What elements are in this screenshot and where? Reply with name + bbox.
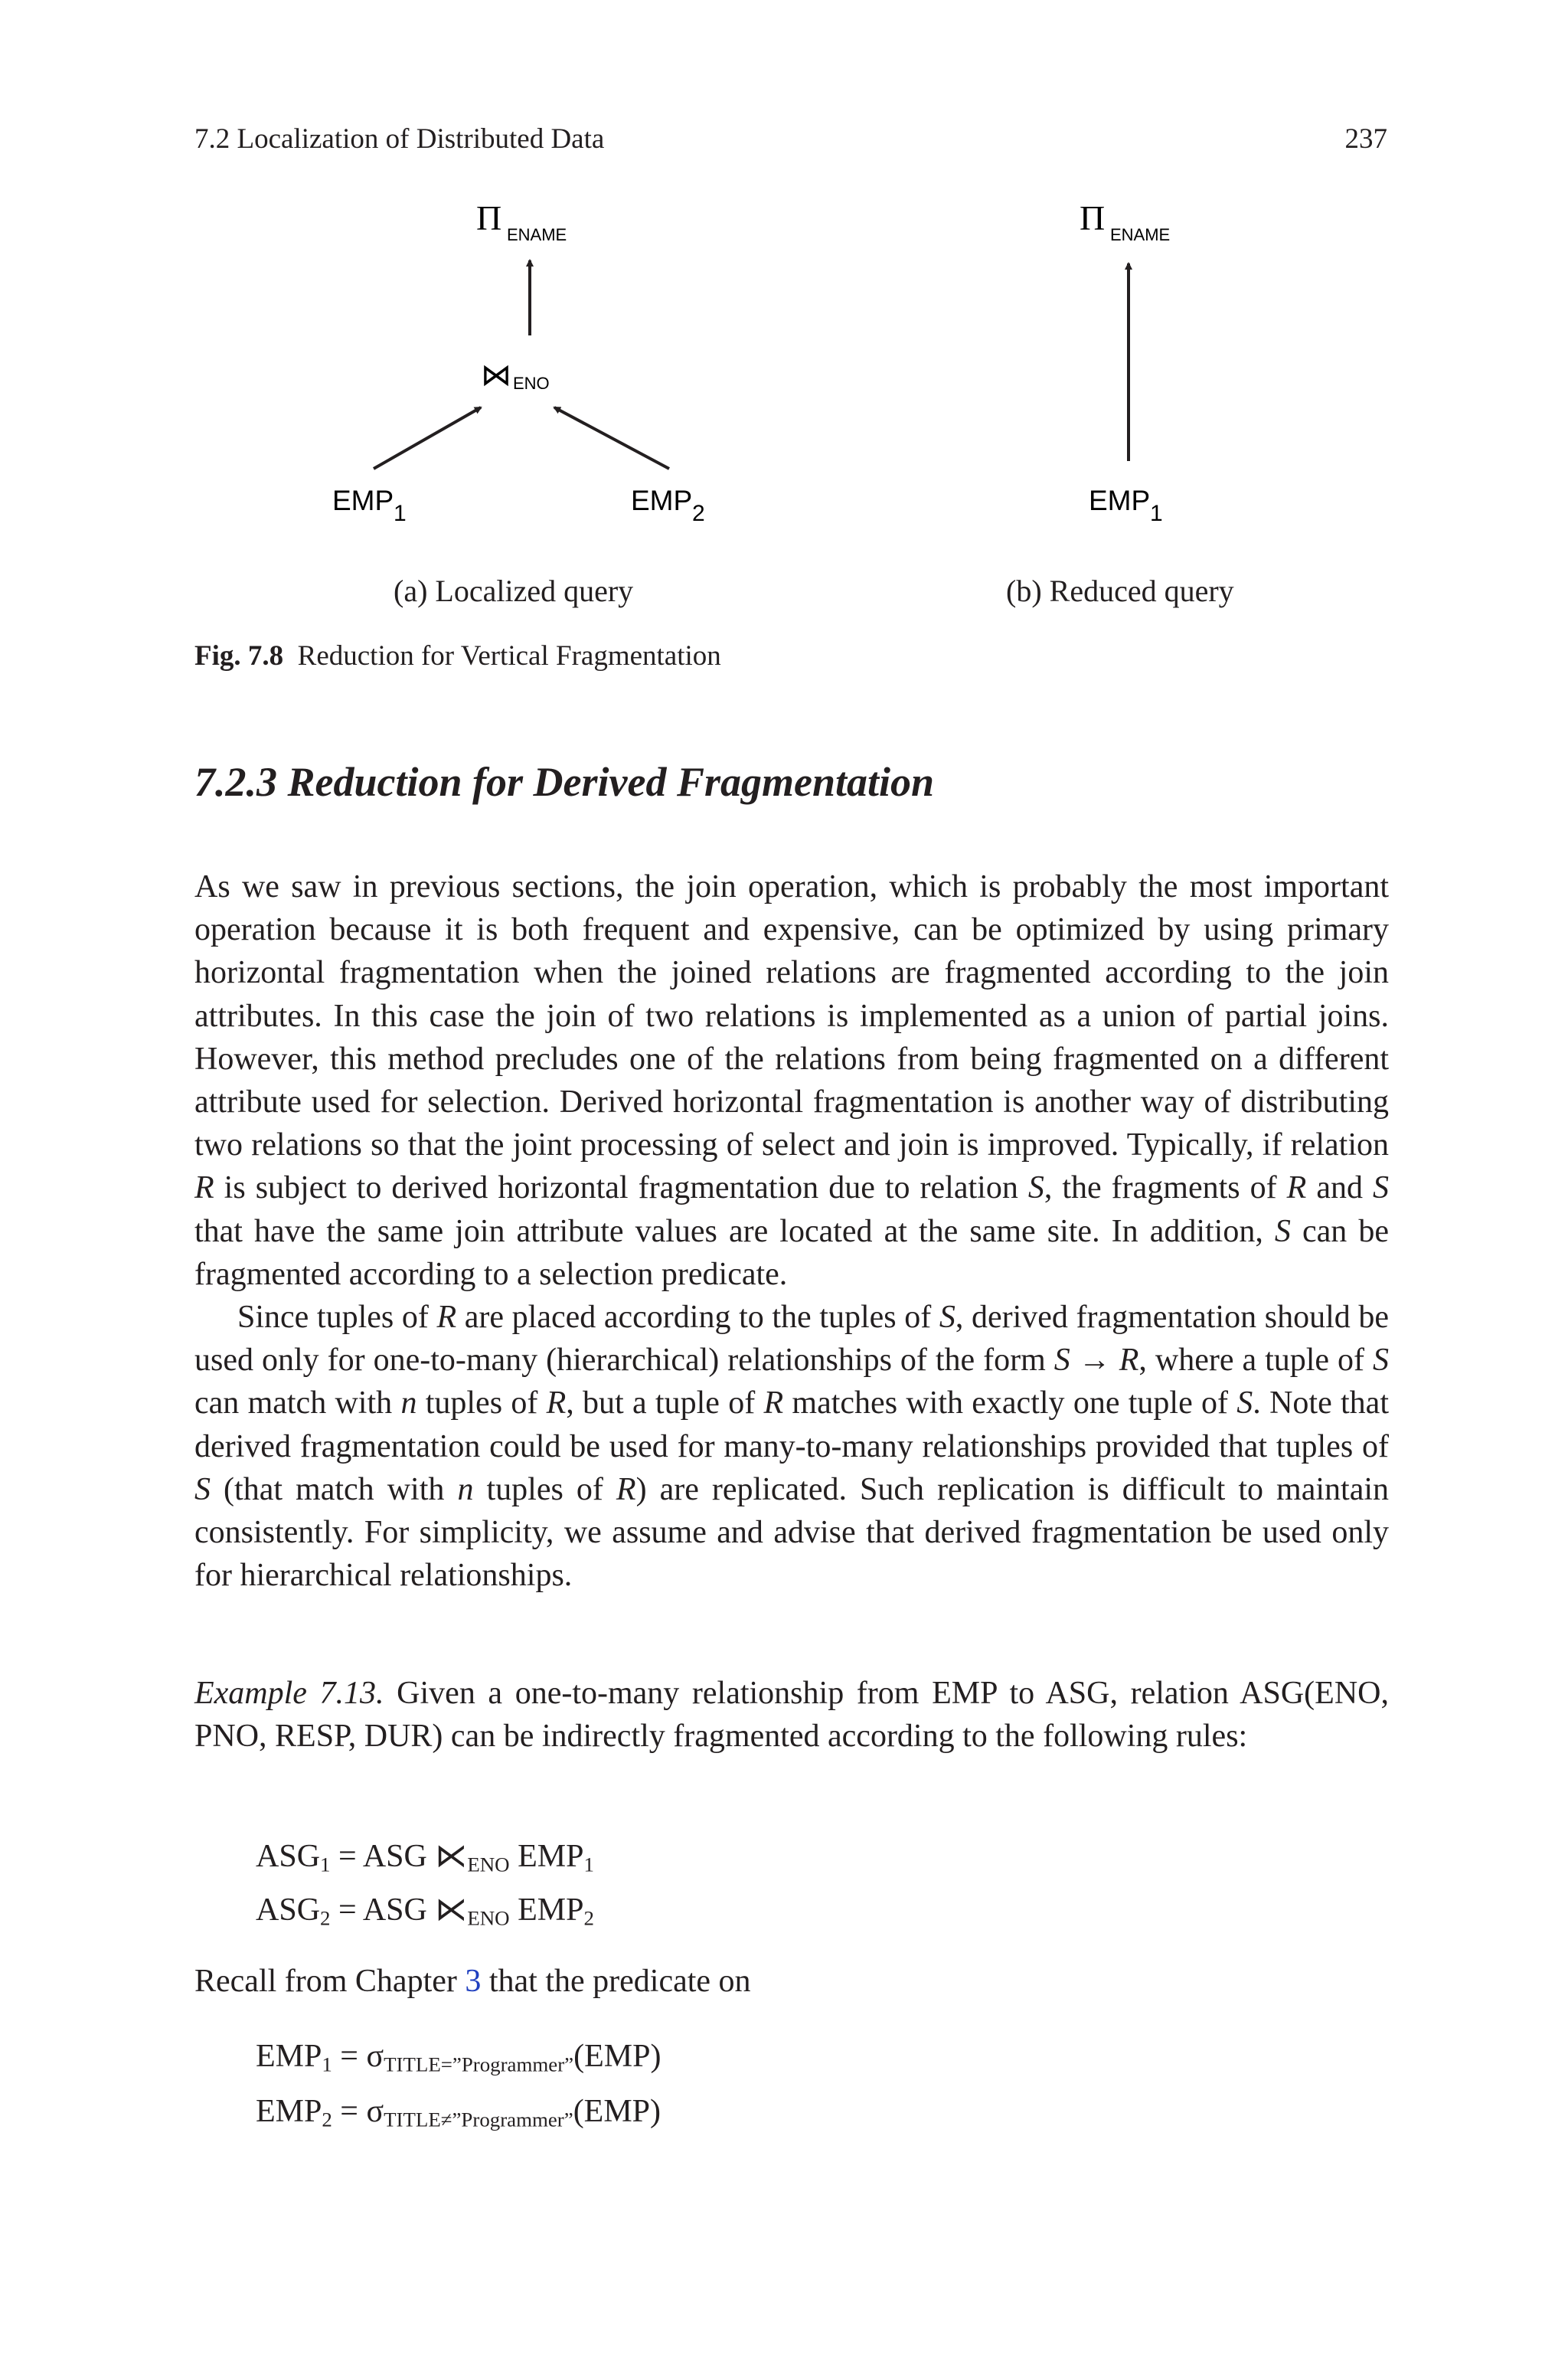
leaf-emp1-reduced-subscript: 1 <box>1150 501 1163 526</box>
page-number: 237 <box>1344 123 1387 155</box>
example-text: Given a one-to-many relationship from EMP to ASG, relation ASG(ENO, PNO, RESP, DUR) can be indirectly fragmented according to the following rules: <box>194 1676 1389 1755</box>
section-title: 7.2.3 Reduction for Derived Fragmentation <box>194 759 935 805</box>
projection-symbol-reduced: Π <box>1080 198 1106 237</box>
projection-subscript-reduced: ENAME <box>1110 225 1171 244</box>
paragraph-1: As we saw in previous sections, the join operation, which is probably the most important operation because it is both frequent and expensive, can be optimized by using primary horizontal fragmentation when the joined relations are fragmented according to the join attributes. In this case the join of two relations is implemented as a union of partial joins. However, this method precludes one of the relations from being fragmented on a different attribute used for selection. Derived horizontal fragmentation is another way of distributing two relations so that the joint processing of select and join is improved. Typically, if relation R is subject to derived horizontal fragmentation due to relation S, the fragments of R and S that have the same join attribute values are located at the same site. In addition, S can be fragmented according to a selection predicate. Since tuples of R are placed according to the tuples of S, derived fragmentation should be used only for one-to-many (hierarchical) relationships of the form S → R, where a tuple of S can match with n tuples of R, but a tuple of R matches with exactly one tuple of S. Note that derived fragmentation could be used for many-to-many relationships provided that tuples of S (that match with n tuples of R) are replicated. Such replication is difficult to maintain consistently. For simplicity, we assume and advise that derived fragmentation be used only for hierarchical relationships. <box>194 865 1389 1597</box>
projection-symbol: Π <box>476 198 502 237</box>
figure-caption-label: Fig. 7.8 <box>194 640 284 672</box>
leaf-emp1-subscript: 1 <box>394 501 407 526</box>
join-subscript: ENO <box>513 374 550 393</box>
running-header: 7.2 Localization of Distributed Data <box>194 123 605 155</box>
example-7-13 <box>194 1672 1389 1758</box>
leaf-emp2-label: EMP <box>631 485 693 516</box>
chapter-3-link[interactable]: 3 <box>465 1964 482 1999</box>
edge-emp2-to-join <box>554 407 669 469</box>
leaf-emp2-subscript: 2 <box>692 501 705 526</box>
paragraph-2: Since tuples of R are placed according to the tuples of S, derived fragmentation should be used only for one-to-many (hierarchical) relationships of the form S → R, where a tuple of S can match with n tuples of R, but a tuple of R matches with exactly one tuple of S. Note that derived fragmentation could be used for many-to-many relationships provided that tuples of S (that match with n tuples of R) are replicated. Such replication is difficult to maintain consistently. For simplicity, we assume and advise that derived fragmentation be used only for hierarchical relationships. <box>194 1300 1390 1594</box>
leaf-emp1-reduced-label: EMP <box>1089 485 1151 516</box>
leaf-emp1-label: EMP <box>332 485 394 516</box>
figure-query-trees <box>0 184 1568 536</box>
projection-subscript: ENAME <box>507 225 567 244</box>
edge-emp1-to-join <box>374 407 481 469</box>
equation-asg1: $ASG_1$ = ASG $⋉_{ENO}$ $EMP_1$ <box>256 1839 594 1876</box>
example-label: Example 7.13. <box>194 1676 384 1711</box>
figure-caption <box>194 639 721 672</box>
subcaption-localized: (a) Localized query <box>394 574 634 608</box>
equation-emp2: $EMP_2 = \sigma_{TITLE\ne”Programmer”}(EMP)$ <box>256 2094 662 2131</box>
equation-emp1: $EMP_1 = \sigma_{TITLE=”Programmer”}(EMP)$ <box>256 2039 662 2076</box>
subcaption-reduced: (b) Reduced query <box>1006 574 1234 608</box>
join-symbol: ⋈ <box>481 358 511 393</box>
recall-sentence: Recall from Chapter 3 that the predicate on <box>194 1964 751 1999</box>
figure-caption-text: Reduction for Vertical Fragmentation <box>297 640 721 672</box>
equation-asg2: $ASG_2$ = ASG $⋉_{ENO}$ $EMP_2$ <box>256 1892 594 1930</box>
